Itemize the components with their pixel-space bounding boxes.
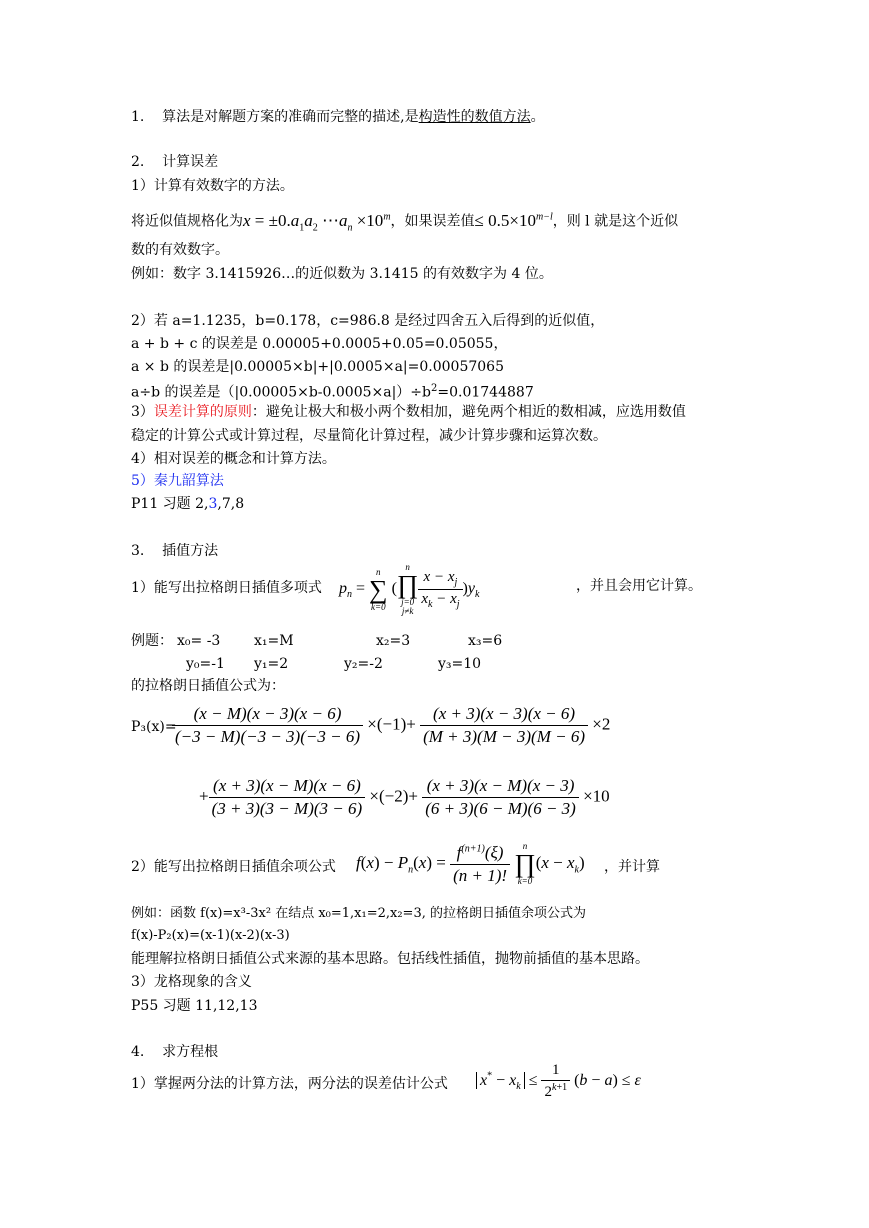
normalize-formula: $x = \pm 0.a_1a_2$ $\cdots a_n \times 10^m$ bbox=[243, 210, 391, 234]
x2-value: x₂=3 bbox=[376, 633, 411, 649]
p3-term-3: $\frac{(x + 3)(x - M)(x - 6)}{(3 + 3)(3 - M)(3 - 6)}$ bbox=[209, 776, 366, 819]
section-3-number: 3. bbox=[131, 543, 145, 559]
section-4-title: 求方程根 bbox=[162, 1044, 219, 1060]
error-principle-label: 误差计算的原则 bbox=[153, 404, 252, 420]
p3-term-4: $\frac{(x + 3)(x - M)(x - 3)}{(6 + 3)(6 - M)(6 - 3)}$ bbox=[422, 776, 579, 819]
section-4-item-1: 1）掌握两分法的计算方法，两分法的误差估计公式 bbox=[131, 1076, 448, 1092]
section-3-item-1 bbox=[131, 577, 322, 599]
x1-value: x₁=M bbox=[254, 633, 294, 649]
item-1-text-a: 1）能写出拉格朗日插值多项式 bbox=[131, 580, 322, 596]
normalize-text-c: ，则 l 就是这个近似 bbox=[552, 213, 679, 230]
section-3-heading bbox=[131, 542, 218, 560]
sum-error-line: a + b + c 的误差是 0.00005+0.0005+0.05=0.05055， bbox=[131, 336, 508, 352]
p3-term-2: $\frac{(x + 3)(x - 3)(x - 6)}{(M + 3)(M - 3)(M - 6)}$ bbox=[420, 704, 588, 747]
y3-value: y₃=10 bbox=[438, 656, 482, 672]
division-error-text-a: a÷b 的误差是（|0.00005×b-0.0005×a|）÷b bbox=[131, 384, 431, 401]
understand-line: 能理解拉格朗日插值公式来源的基本思路。包括线性插值，抛物前插值的基本思路。 bbox=[131, 951, 649, 967]
homework-text-b: ,7,8 bbox=[217, 496, 245, 512]
normalize-text-b: ，如果误差值 bbox=[390, 213, 475, 230]
section-1-text-c: 。 bbox=[530, 109, 545, 125]
product-operator: n ∏ j=0 j≠k bbox=[396, 562, 419, 616]
p3-formula-line-2: + $\frac{(x + 3)(x - M)(x - 6)}{(3 + 3)(3 - M)(3 - 6)}$ ×(−2)+ $\frac{(x + 3)(x - M)(x - 3)}{(6 + 3)(6 - M)(6 - 3)}$ ×10 bbox=[199, 776, 610, 818]
y2-value: y₂=-2 bbox=[344, 656, 383, 672]
example-x-line bbox=[131, 632, 173, 650]
item-1-text-b: ，并且会用它计算。 bbox=[576, 578, 702, 594]
remainder-example-formula: f(x)-P₂(x)=(x-1)(x-2)(x-3) bbox=[131, 928, 290, 943]
item-2-text-b: ，并计算 bbox=[604, 859, 660, 875]
bisection-fraction: $\frac{1}{2^{k+1}}$ bbox=[541, 1062, 570, 1101]
p3-label: P₃(x)= bbox=[131, 719, 177, 735]
homework-text-a: P11 习题 2, bbox=[131, 496, 209, 512]
section-1-text: 算法是对解题方案的准确而完整的描述, bbox=[162, 109, 405, 125]
section-2-number: 2. bbox=[131, 154, 145, 170]
section-2-item-4: 4）相对误差的概念和计算方法。 bbox=[131, 451, 336, 467]
section-1-line bbox=[131, 108, 545, 126]
section-2-item-2: 2）若 a=1.1235，b=0.178，c=986.8 是经过四舍五入后得到的近似值， bbox=[131, 313, 605, 329]
section-2-item-3 bbox=[131, 403, 686, 421]
item-2-text-a: 2）能写出拉格朗日插值余项公式 bbox=[131, 859, 336, 875]
underlined-phrase: 构造性的数值方法 bbox=[418, 109, 531, 125]
division-error-text-b: =0.01744887 bbox=[437, 384, 534, 401]
section-2-heading bbox=[131, 153, 218, 171]
item-3-text: ：避免让极大和极小两个数相加，避免两个相近的数相减，应选用数值 bbox=[251, 404, 686, 420]
section-2-item-1: 1）计算有效数字的方法。 bbox=[131, 178, 294, 194]
p3-formula-line-1: $\frac{(x - M)(x - 3)(x - 6)}{(-3 - M)(-3 - 3)(-3 - 6)}$ ×(−1)+ $\frac{(x + 3)(x - 3)(x - 6)}{(M + 3)(M - 3)(M - 6)}$ ×2 bbox=[172, 704, 610, 747]
section-4-number: 4. bbox=[131, 1044, 145, 1060]
section-3-item-2 bbox=[131, 858, 336, 876]
section-1-number: 1. bbox=[131, 109, 145, 125]
section-3-homework: P55 习题 11,12,13 bbox=[131, 998, 258, 1014]
remainder-product-operator: n ∏ k=0 bbox=[514, 841, 536, 886]
section-1-text-b: 是 bbox=[404, 109, 419, 125]
homework-highlight: 3 bbox=[208, 496, 218, 512]
example-line: 例如：数字 3.1415926…的近似数为 3.1415 的有效数字为 4 位。 bbox=[131, 266, 553, 282]
y0-value: y₀=-1 bbox=[186, 656, 225, 672]
normalize-text-a: 将近似值规格化为 bbox=[131, 213, 243, 230]
bisection-error-formula: $x^* - x_k$ ≤ $\frac{1}{2^{k+1}}$ (b − a) ≤ ε bbox=[476, 1062, 641, 1101]
section-2-title: 计算误差 bbox=[162, 154, 219, 170]
normalize-line bbox=[131, 208, 678, 237]
p3-term-1: $\frac{(x - M)(x - 3)(x - 6)}{(-3 - M)(-3 - 3)(-3 - 6)}$ bbox=[172, 704, 363, 747]
section-4-heading bbox=[131, 1043, 218, 1061]
sum-operator: n ∑ k=0 bbox=[369, 566, 388, 612]
error-bound-formula: ≤ $0.5\times 10^{m-l}$ bbox=[474, 210, 553, 230]
remainder-fraction: $\frac{f^{(n+1)}(\xi)}{(n + 1)!}$ bbox=[450, 843, 510, 886]
section-2-item-5: 5）秦九韶算法 bbox=[131, 473, 224, 489]
remainder-example-line: 例如：函数 f(x)=x³-3x² 在结点 x₀=1,x₁=2,x₂=3, 的拉格朗日插值余项公式为 bbox=[131, 906, 586, 921]
normalize-line-2: 数的有效数字。 bbox=[131, 242, 229, 258]
x3-value: x₃=6 bbox=[468, 633, 503, 649]
division-error-line: a÷b 的误差是$(|0.00005\times b-0.0005\times a|)\div b^2=0.01744887$ bbox=[131, 383, 534, 401]
section-3-title: 插值方法 bbox=[162, 543, 219, 559]
section-2-homework bbox=[131, 495, 244, 513]
example-label: 例题： bbox=[131, 633, 173, 649]
remainder-formula: $f(x) - P_n(x)$ = $\frac{f^{(n+1)}(\xi)}{(n + 1)!}$ n ∏ k=0 $(x - x_k)$ bbox=[356, 841, 585, 886]
product-error-line: a × b 的误差是|0.00005×b|+|0.0005×a|=0.00057065 bbox=[131, 359, 504, 375]
section-3-item-3: 3）龙格现象的含义 bbox=[131, 974, 252, 990]
section-2-item-3-cont: 稳定的计算公式或计算过程，尽量简化计算过程，减少计算步骤和运算次数。 bbox=[131, 428, 607, 444]
lagrange-polynomial-formula: $p_n$ = n ∑ k=0 ( n ∏ j=0 j≠k $\frac{x - x_j}{x_k - x_j}$ )$y_k$ bbox=[339, 562, 480, 616]
x0-value: x₀= -3 bbox=[177, 633, 221, 649]
lagrange-intro-line: 的拉格朗日插值公式为： bbox=[131, 678, 285, 694]
item-3-prefix: 3） bbox=[131, 404, 154, 420]
y1-value: y₁=2 bbox=[254, 656, 289, 672]
